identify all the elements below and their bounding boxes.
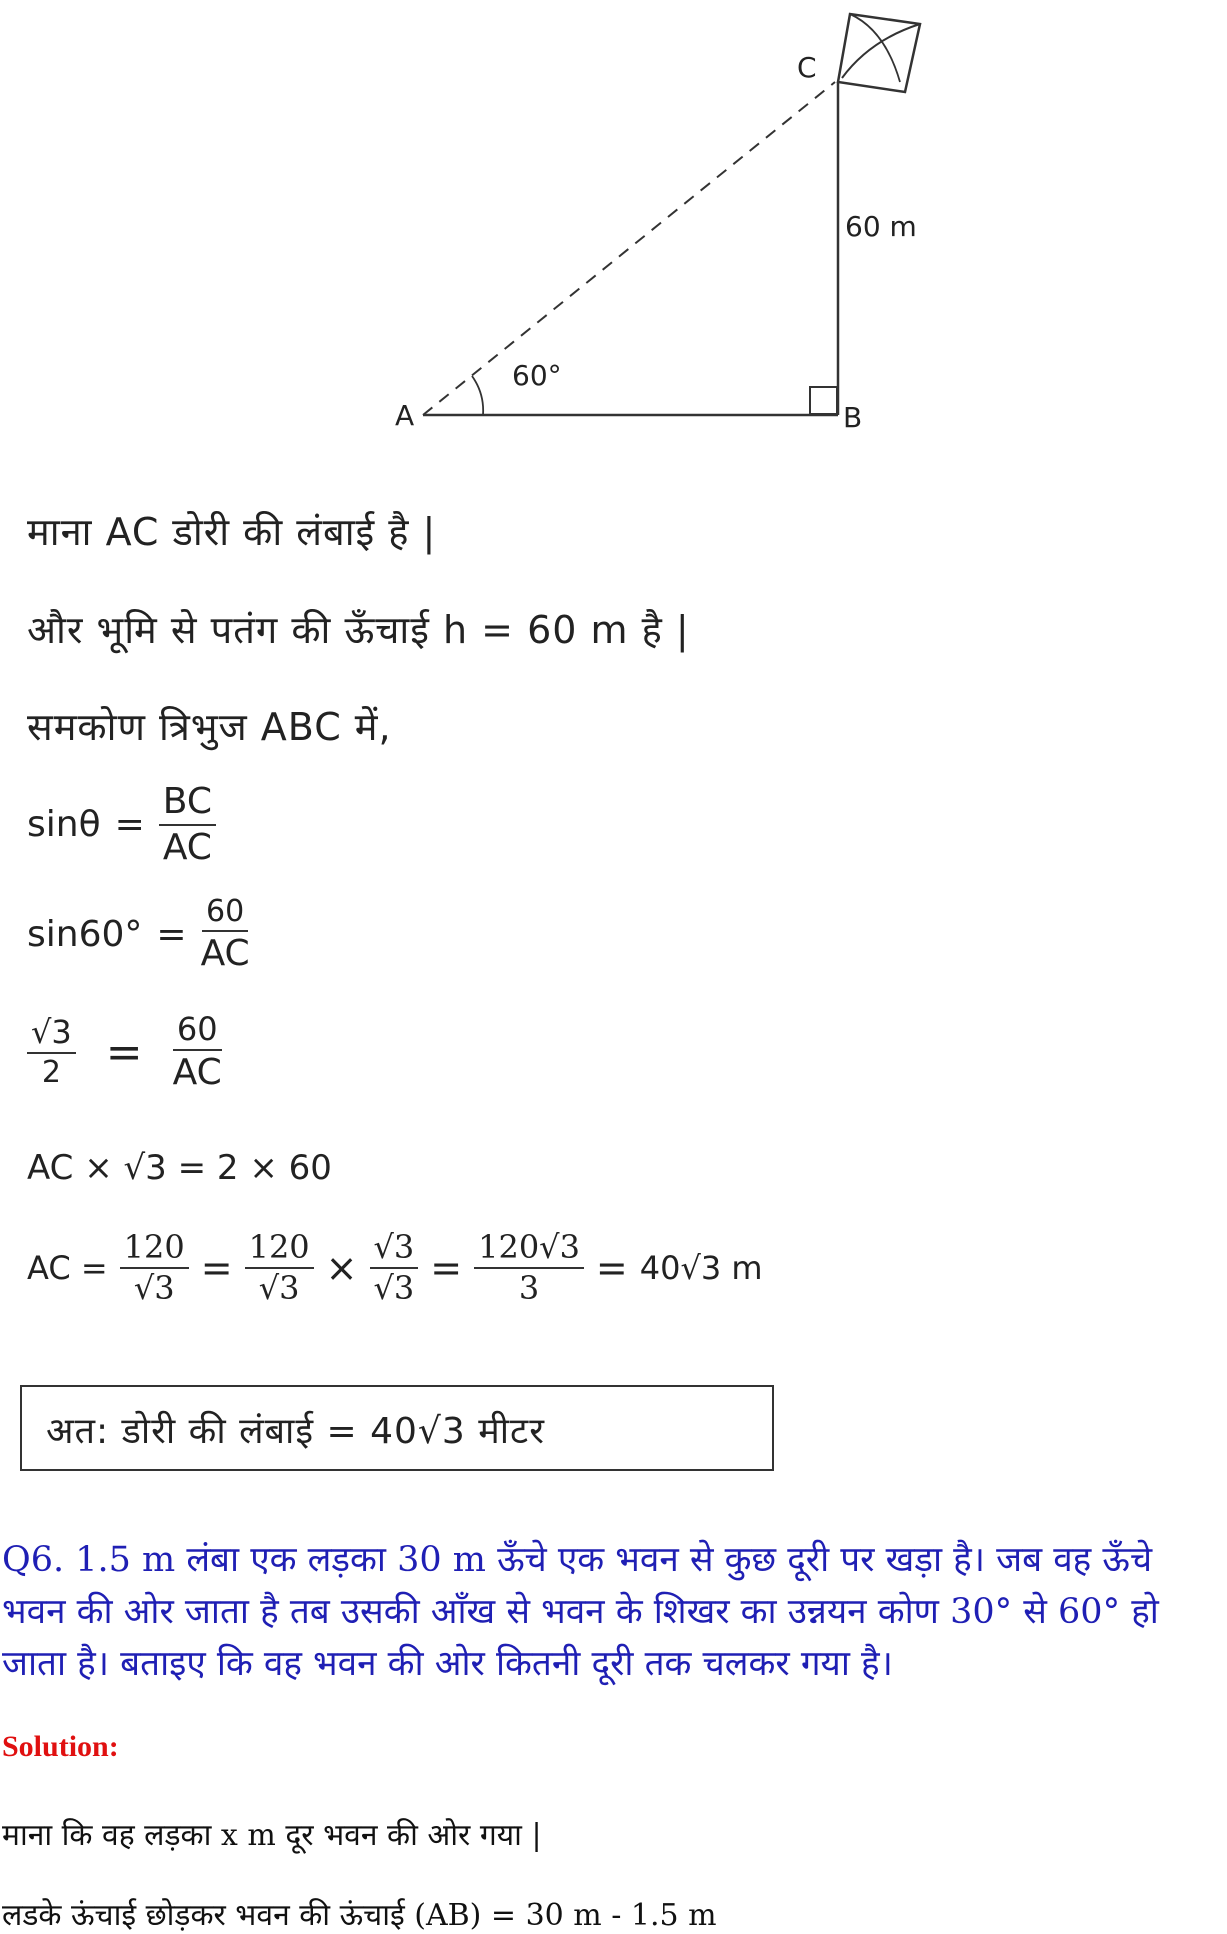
eq5-result: 40√3 m xyxy=(639,1249,763,1288)
solution-line-1: माना कि वह लड़का x m दूर भवन की ओर गया | xyxy=(2,1818,542,1853)
eq1-lhs: sinθ xyxy=(27,804,101,846)
eq5-f2-denominator: √3 xyxy=(258,1269,300,1308)
eq5-f3-numerator: √3 xyxy=(370,1230,419,1269)
eq5-f1-numerator: 120 xyxy=(120,1230,189,1269)
kite-triangle-diagram xyxy=(380,0,940,440)
eq5-f4-numerator: 120√3 xyxy=(474,1230,584,1269)
side-bc-label: 60 m xyxy=(845,210,917,243)
vertex-b-label: B xyxy=(843,401,863,434)
question-q6: Q6. 1.5 m लंबा एक लड़का 30 m ऊँचे एक भवन से कुछ दूरी पर खड़ा है। जब वह ऊँचे भवन की ओर जाता है तब उसकी आँख से भवन के शिखर का उन्नयन कोण 30° से 60° हो जाता है। बताइए कि वह भवन की ओर कितनी दूरी तक चलकर गया है। xyxy=(2,1540,1159,1684)
solution-line-2: लडके ऊंचाई छोड़कर भवन की ऊंचाई (AB) = 30 m - 1.5 m xyxy=(2,1898,717,1933)
right-angle-marker xyxy=(810,387,837,414)
statement-line-1: माना AC डोरी की लंबाई है | xyxy=(27,510,437,554)
answer-box xyxy=(20,1385,774,1471)
eq5-fraction-2 xyxy=(245,1230,314,1306)
eq1-denominator: AC xyxy=(162,826,212,868)
kite-icon xyxy=(838,14,920,92)
equation-sin60 xyxy=(27,895,250,974)
equation-root3-over-2 xyxy=(27,1012,222,1093)
eq3-right-fraction xyxy=(173,1012,222,1093)
eq2-numerator: 60 xyxy=(202,895,248,932)
equation-ac-value xyxy=(27,1230,763,1306)
eq1-numerator: BC xyxy=(159,782,216,826)
eq5-fraction-4 xyxy=(474,1230,584,1306)
answer-text: अत: डोरी की लंबाई = 40√3 मीटर xyxy=(46,1411,545,1452)
eq3-left-numerator: √3 xyxy=(27,1015,76,1054)
angle-a-label: 60° xyxy=(512,359,562,392)
statement-line-3: समकोण त्रिभुज ABC में, xyxy=(27,705,392,749)
eq1-equals: = xyxy=(114,804,145,846)
vertex-c-label: C xyxy=(797,51,817,84)
angle-arc xyxy=(472,376,483,415)
eq5-lhs: AC = xyxy=(27,1249,108,1288)
eq5-f3-denominator: √3 xyxy=(373,1269,415,1308)
eq2-equals: = xyxy=(156,913,187,955)
eq3-left-denominator: 2 xyxy=(41,1055,61,1091)
eq5-equals-c: = xyxy=(595,1246,628,1291)
eq1-fraction xyxy=(159,782,216,867)
eq2-fraction xyxy=(201,895,250,974)
vertex-a-label: A xyxy=(395,399,415,432)
eq5-equals-a: = xyxy=(200,1246,233,1291)
solution-heading: Solution: xyxy=(2,1730,119,1763)
eq2-lhs: sin60° xyxy=(27,913,143,955)
eq5-fraction-1 xyxy=(120,1230,189,1306)
eq3-right-numerator: 60 xyxy=(173,1012,222,1051)
eq3-right-denominator: AC xyxy=(172,1052,222,1094)
string-ac-line xyxy=(423,82,835,415)
eq5-times: × xyxy=(325,1246,358,1291)
eq3-equals: = xyxy=(105,1026,143,1078)
eq5-f1-denominator: √3 xyxy=(133,1269,175,1308)
equation-ac-times-root3: AC × √3 = 2 × 60 xyxy=(27,1148,332,1188)
eq5-f4-denominator: 3 xyxy=(518,1269,540,1308)
eq2-denominator: AC xyxy=(200,933,250,974)
eq5-f2-numerator: 120 xyxy=(245,1230,314,1269)
statement-line-2: और भूमि से पतंग की ऊँचाई h = 60 m है | xyxy=(27,608,690,652)
eq5-equals-b: = xyxy=(430,1246,463,1291)
eq3-left-fraction xyxy=(27,1015,76,1089)
eq5-fraction-3 xyxy=(370,1230,419,1306)
equation-sin-theta xyxy=(27,782,216,867)
